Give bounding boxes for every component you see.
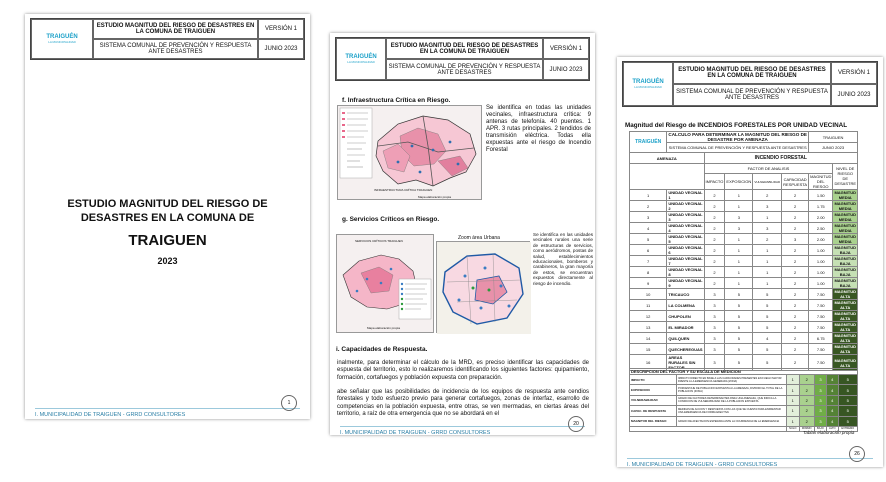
header-version: VERSIÓN 1 <box>831 62 877 84</box>
cell-n: 15 <box>630 344 667 355</box>
col-exposicion: EXPOSICION <box>725 174 753 190</box>
cell-name: UNIDAD VECINAL 1 <box>668 190 703 201</box>
scale-row <box>630 385 858 395</box>
cell-v: 1 <box>753 245 782 256</box>
cell-v: 1 <box>753 278 782 289</box>
map1-caption: Mapa elaboración propia <box>418 195 452 199</box>
page-cover <box>25 14 310 419</box>
cell-i: 2 <box>704 278 725 289</box>
scale-value: 3 <box>814 406 826 416</box>
table-row <box>630 201 858 212</box>
cell-name: CHUPOLEN <box>667 311 704 322</box>
cell-n: 1 <box>630 190 667 201</box>
cell-c: 2 <box>782 322 809 333</box>
cell-n: 2 <box>630 201 667 212</box>
cell-i: 2 <box>704 234 725 245</box>
table-row <box>630 245 858 256</box>
col-capacidad: CAPACIDAD RESPUESTA <box>782 174 809 190</box>
cell-e: 1 <box>725 201 753 212</box>
cell-i: 2 <box>704 190 725 201</box>
cell-i: 2 <box>704 267 725 278</box>
cell-i: 3 <box>704 322 725 333</box>
cell-i: 3 <box>704 344 725 355</box>
header-system: SISTEMA COMUNAL DE PREVENCIÓN Y RESPUESTA ANTE DESASTRES <box>386 59 543 80</box>
page-20 <box>330 33 595 435</box>
cell-level: MAGNITUD ALTA <box>834 311 856 322</box>
scale-description: GRADO DE FACTORES DETERMINANTES PARA UNA AMENAZA, QUE INDICA LA CONDICION DE VULNERABILIDAD DE LA POBLACION EXPUESTA <box>677 395 787 405</box>
scale-legend: NULO <box>787 426 799 431</box>
cell-c: 2 <box>782 278 809 289</box>
cover-title: ESTUDIO MAGNITUD DEL RIESGO DE DESASTRES EN LA COMUNA DE <box>67 198 268 224</box>
cell-m: 7.50 <box>809 322 833 333</box>
critical-services-map <box>336 234 434 333</box>
cell-name: EL MIRADOR <box>667 322 704 333</box>
cell-c: 2 <box>782 223 809 234</box>
cell-e: 1 <box>725 267 753 278</box>
zoom-area-label: Zoom área Urbana <box>458 235 500 241</box>
table-row <box>630 212 858 223</box>
cell-level: MAGNITUD ALTA <box>834 300 856 311</box>
cell-m: 1.00 <box>809 278 833 289</box>
cell-e: 1 <box>725 190 753 201</box>
cell-name: UNIDAD VECINAL 9 <box>668 278 703 289</box>
amenaza-value: INCENDIO FORESTAL <box>704 153 857 163</box>
cell-m: 2.00 <box>809 234 833 245</box>
cell-name: LA COLMENA <box>667 300 704 311</box>
cell-i: 3 <box>704 355 725 371</box>
cell-v: 4 <box>753 333 782 344</box>
cell-v: 5 <box>753 289 782 300</box>
section-f-heading: f. Infraestructura Crítica en Riesgo. <box>342 97 451 104</box>
scale-value: 5 <box>838 385 857 395</box>
cell-e: 1 <box>725 256 753 267</box>
header-title: ESTUDIO MAGNITUD DEL RIESGO DE DESASTRES EN LA COMUNA DE TRAIGUEN <box>93 19 258 39</box>
traiguen-logo: TRAIGUÉN LA MUNICIPALIDAD <box>623 62 673 106</box>
traiguen-logo: TRAIGUÉN LA MUNICIPALIDAD <box>336 38 386 80</box>
cell-n: 11 <box>630 300 667 311</box>
cell-name: UNIDAD VECINAL 8 <box>668 267 703 278</box>
col-nivel: NIVEL DE RIESGO DE DESASTRE <box>833 163 858 189</box>
scale-row <box>630 416 858 426</box>
cell-i: 2 <box>704 212 725 223</box>
scale-value: 2 <box>799 416 814 426</box>
section-i-heading: i. Capacidades de Respuesta. <box>336 346 428 353</box>
cell-e: 5 <box>725 355 753 371</box>
cell-n: 16 <box>630 355 667 371</box>
table-row <box>630 344 858 355</box>
scale-description: GRADO DE AFECTACION ESPERADA ANTE LA OCURRENCIA DE LA EMERGENCIA <box>677 416 787 426</box>
services-map-illustration <box>337 235 435 334</box>
table-row <box>630 300 858 311</box>
cell-m: 1.00 <box>809 256 833 267</box>
cell-name: TRICAUCO <box>667 289 704 300</box>
page-footer: I. MUNICIPALIDAD DE TRAIGUEN - GRRD CONSULTORES <box>627 458 873 467</box>
scale-legend: MINIMO <box>799 426 814 431</box>
cell-e: 5 <box>725 300 753 311</box>
cell-m: 1.00 <box>809 267 833 278</box>
scale-description: MEDIDAS DE ACCION Y RESPUESTA CON LAS QUE SE CUENTA PARA ENFRENTAR UNA EMERGENCIA DE FORMA EFECTIVA <box>677 406 787 416</box>
cell-n: 12 <box>630 311 667 322</box>
section-g-text: Se identifica en las unidades vecinales rurales una serie de estructuras de servicios, como aeródromos, postas de salud, establecimientos educacionales, bomberos y carabineros, la gran mayoría de estos, se encuentran expuestos directamente al riesgo de incendio. <box>533 232 593 286</box>
cell-m: 7.50 <box>809 289 833 300</box>
amenaza-label: AMENAZA <box>630 153 705 163</box>
col-magnitud: MAGNITUD DEL RIESGO <box>810 174 832 190</box>
scale-value: 4 <box>826 395 838 405</box>
scale-value: 2 <box>799 385 814 395</box>
cell-e: 5 <box>725 322 753 333</box>
scale-row <box>630 395 858 405</box>
cell-level: MAGNITUD MEDIA <box>834 201 856 212</box>
cell-level: MAGNITUD BAJA <box>834 245 856 256</box>
cell-c: 2 <box>782 212 809 223</box>
scale-value: 2 <box>799 395 814 405</box>
urban-map-illustration <box>437 242 531 334</box>
scale-description: IMPACTO DIRECTO EN BASE A LAS CAPACIDADES PRESENTES EN FUEGO MAYOR FRENTE A LA EMERGENCIA GENERADA (ZONA) <box>677 375 787 385</box>
cell-m: 2.00 <box>809 212 833 223</box>
critical-infrastructure-map <box>337 105 482 200</box>
cell-name: UNIDAD VECINAL 2 <box>668 201 703 212</box>
cell-v: 5 <box>753 355 782 371</box>
cell-c: 2 <box>782 333 809 344</box>
table-row <box>630 322 858 333</box>
scale-legend: ALTO <box>826 426 838 431</box>
scale-value: 4 <box>826 406 838 416</box>
scale-value: 4 <box>826 385 838 395</box>
table-row <box>630 289 858 300</box>
map2-title: SERVICIOS CRÍTICOS TRAIGUEN <box>355 239 403 243</box>
header-system: SISTEMA COMUNAL DE PREVENCIÓN Y RESPUESTA ANTE DESASTRES <box>93 39 258 59</box>
cell-m: 7.50 <box>809 355 833 371</box>
cell-v: 5 <box>753 300 782 311</box>
scale-value: 5 <box>838 416 857 426</box>
cell-m: 1.00 <box>809 245 833 256</box>
cell-e: 5 <box>725 289 753 300</box>
scale-factor: CAPAC. DE RESPUESTA <box>630 406 677 416</box>
scale-factor: EXPOSICION <box>630 385 677 395</box>
cell-n: 9 <box>630 278 667 289</box>
header-date: JUNIO 2023 <box>543 59 589 80</box>
col-impacto: IMPACTO <box>704 174 725 190</box>
cover-year: 2023 <box>157 256 178 266</box>
page-26 <box>617 57 883 467</box>
cell-name: UNIDAD VECINAL 6 <box>668 245 703 256</box>
scale-value: 1 <box>787 416 799 426</box>
cell-c: 2 <box>782 256 809 267</box>
cell-name: UNIDAD VECINAL 5 <box>668 234 703 245</box>
scale-value: 3 <box>814 375 826 385</box>
table-row <box>630 333 858 344</box>
risk-calculation-table <box>629 131 858 371</box>
paragraph-2: abe señalar que las posibilidades de incidencia de los equipos de respuesta ante cendios forestales y todo esfuerzo previo para generar cortafuegos, zonas de interfaz, esarrollo de competencias en la población expuesta, entre otras, se ven mermadas, en ciertas áreas del territorio, a raíz de otra emergencia que no se abordará en el <box>337 389 589 418</box>
cell-e: 1 <box>725 245 753 256</box>
cell-level: MAGNITUD MEDIA <box>834 234 856 245</box>
cell-v: 1 <box>753 267 782 278</box>
page-footer: I. MUNICIPALIDAD DE TRAIGUEN - GRRD CONSULTORES <box>35 408 300 418</box>
cell-level: MAGNITUD BAJA <box>834 278 856 289</box>
scale-factor: VULNERABILIDAD <box>630 395 677 405</box>
cell-e: 1 <box>725 278 753 289</box>
scale-row <box>630 375 858 385</box>
table-logo: TRAIGUÉN <box>630 132 667 153</box>
page-number: 1 <box>281 395 297 411</box>
table-row <box>630 256 858 267</box>
page-footer: I. MUNICIPALIDAD DE TRAIGUEN - GRRD CONSULTORES <box>340 426 585 435</box>
header-date: JUNIO 2023 <box>258 39 304 59</box>
cell-i: 2 <box>704 201 725 212</box>
cell-c: 2 <box>782 245 809 256</box>
scale-factor: IMPACTO <box>630 375 677 385</box>
cell-m: 7.50 <box>809 300 833 311</box>
cell-name: UNIDAD VECINAL 7 <box>668 256 703 267</box>
calc-date: JUNIO 2023 <box>809 143 858 153</box>
map2-caption: Mapa elaboración propia <box>367 326 401 330</box>
header-date: JUNIO 2023 <box>831 84 877 106</box>
cover-place: TRAIGUEN <box>128 232 207 249</box>
section-f-text: Se identifica en todas las unidades vecinales, infraestructura crítica: 9 antenas de telefonía. 40 puentes. 1 APR. 3 rutas principales. 2 tendidos de transmisión eléctrica. Todas ella expuestas ante el riesgo de Incendio Forestal <box>486 105 591 153</box>
scale-value: 3 <box>814 416 826 426</box>
calc-place: TRAIGUEN <box>809 132 858 143</box>
cell-name: UNIDAD VECINAL 4 <box>668 223 703 234</box>
cell-level: MAGNITUD ALTA <box>834 322 856 333</box>
cell-i: 3 <box>704 289 725 300</box>
scale-legend: BAJO <box>814 426 826 431</box>
cell-e: 3 <box>725 212 753 223</box>
col-vulnerabilidad: VULNERABILIDAD <box>753 174 782 190</box>
cell-level: MAGNITUD MEDIA <box>834 223 856 234</box>
scale-value: 5 <box>838 375 857 385</box>
table-row <box>630 223 858 234</box>
cell-m: 6.75 <box>809 333 833 344</box>
page-header <box>30 18 305 60</box>
cell-e: 5 <box>725 333 753 344</box>
scale-value: 3 <box>814 385 826 395</box>
header-version: VERSIÓN 1 <box>543 38 589 59</box>
cell-c: 2 <box>782 267 809 278</box>
calc-system: SISTEMA COMUNAL DE PREVENCIÓN Y RESPUESTA ANTE DESASTRES <box>667 143 809 153</box>
cell-level: MAGNITUD ALTA <box>833 355 858 371</box>
table-row <box>630 267 858 278</box>
cell-c: 2 <box>782 201 809 212</box>
cell-i: 3 <box>704 311 725 322</box>
cell-level: MAGNITUD ALTA <box>834 333 856 344</box>
paragraph-1: inalmente, para determinar el cálculo de la MRD, es preciso identificar las capacidades de espuesta del territorio, esto lo realizaremos identificando los siguientes factores: quipamiento, formación, cortafuegos y población expuesta con preparación. <box>337 360 589 381</box>
cell-name: AREAS RURALES SIN FACTOR <box>667 355 704 371</box>
scale-value: 1 <box>787 395 799 405</box>
scale-value: 2 <box>799 406 814 416</box>
cell-name: QUECHEREGUAS <box>667 344 704 355</box>
cell-n: 6 <box>630 245 667 256</box>
cell-c: 2 <box>782 344 809 355</box>
cell-i: 3 <box>704 333 725 344</box>
cell-m: 7.50 <box>809 344 833 355</box>
cell-n: 7 <box>630 256 667 267</box>
cell-name: QUILQUEN <box>667 333 704 344</box>
traiguen-logo: TRAIGUÉN LA MUNICIPALIDAD <box>31 19 93 59</box>
scale-value: 1 <box>787 406 799 416</box>
scale-title: DESCRIPCION DEL FACTOR Y SU ESCALA DE MEDICION <box>630 369 858 375</box>
cell-m: 2.50 <box>809 223 833 234</box>
cell-m: 1.75 <box>809 201 833 212</box>
page-header <box>622 61 878 107</box>
cell-name: UNIDAD VECINAL 3 <box>668 212 703 223</box>
cell-v: 2 <box>753 190 782 201</box>
header-title: ESTUDIO MAGNITUD DEL RIESGO DE DESASTRES EN LA COMUNA DE TRAIGUEN <box>673 62 831 84</box>
cell-v: 2 <box>753 234 782 245</box>
cell-n: 5 <box>630 234 667 245</box>
cell-v: 5 <box>753 311 782 322</box>
header-title: ESTUDIO MAGNITUD DEL RIESGO DE DESASTRES EN LA COMUNA DE TRAIGUEN <box>386 38 543 59</box>
table-caption-bottom: Tablas elaboración propia <box>803 430 855 435</box>
cell-c: 3 <box>782 234 809 245</box>
cell-v: 3 <box>753 223 782 234</box>
cell-n: 10 <box>630 289 667 300</box>
cell-v: 3 <box>753 201 782 212</box>
scale-value: 4 <box>826 375 838 385</box>
page-header <box>335 37 590 81</box>
cell-level: MAGNITUD ALTA <box>834 289 856 300</box>
cell-n: 13 <box>630 322 667 333</box>
header-system: SISTEMA COMUNAL DE PREVENCIÓN Y RESPUESTA ANTE DESASTRES <box>673 84 831 106</box>
cell-v: 5 <box>753 322 782 333</box>
cell-v: 1 <box>753 256 782 267</box>
scale-value: 5 <box>838 395 857 405</box>
cell-e: 3 <box>725 223 753 234</box>
table-row <box>630 190 858 201</box>
cell-c: 2 <box>782 355 809 371</box>
cell-n: 8 <box>630 267 667 278</box>
cell-level: MAGNITUD MEDIA <box>834 212 856 223</box>
map1-title: INFRAESTRUCTURA CRÍTICA TRAIGUEN <box>374 188 433 192</box>
cell-n: 14 <box>630 333 667 344</box>
cell-e: 5 <box>725 311 753 322</box>
cell-m: 7.50 <box>809 311 833 322</box>
cell-level: MAGNITUD BAJA <box>834 267 856 278</box>
page-number: 26 <box>849 446 865 462</box>
scale-value: 3 <box>814 395 826 405</box>
cell-e: 1 <box>725 234 753 245</box>
table-caption-top: Magnitud del Riesgo de INCENDIOS FORESTALES POR UNIDAD VECINAL <box>625 122 848 129</box>
table-row <box>630 311 858 322</box>
cell-m: 1.50 <box>809 190 833 201</box>
scale-table <box>629 368 858 432</box>
cell-i: 2 <box>704 223 725 234</box>
cell-level: MAGNITUD ALTA <box>834 344 856 355</box>
scale-value: 1 <box>787 385 799 395</box>
cell-c: 2 <box>782 300 809 311</box>
scale-description: PORCENTAJE DE POBLACION EXPUESTA A LA AMENAZA, DIVIDIDO EL TOTAL DE LA POBLACION (ZONA) <box>677 385 787 395</box>
calc-title: CALCULO PARA DETERMINAR LA MAGNITUD DEL RIESGO DE DESASTRE POR AMENAZA <box>668 132 807 142</box>
section-g-heading: g. Servicios Críticos en Riesgo. <box>342 216 440 223</box>
scale-value: 5 <box>838 406 857 416</box>
scale-factor: MAGNITUD DEL RIESGO <box>630 416 677 426</box>
scale-legend: EXTREMO <box>838 426 857 431</box>
cell-c: 2 <box>782 311 809 322</box>
scale-value: 4 <box>826 416 838 426</box>
cell-e: 5 <box>725 344 753 355</box>
table-row <box>630 234 858 245</box>
urban-zoom-map <box>436 241 530 333</box>
cell-i: 2 <box>704 245 725 256</box>
scale-value: 2 <box>799 375 814 385</box>
cell-v: 5 <box>753 344 782 355</box>
scale-value: 1 <box>787 375 799 385</box>
header-version: VERSIÓN 1 <box>258 19 304 39</box>
cell-level: MAGNITUD MEDIA <box>834 190 856 201</box>
scale-row <box>630 406 858 416</box>
cell-n: 3 <box>630 212 667 223</box>
cell-i: 2 <box>704 256 725 267</box>
table-row <box>630 278 858 289</box>
cell-level: MAGNITUD BAJA <box>834 256 856 267</box>
cell-i: 3 <box>704 300 725 311</box>
factor-label: FACTOR DE ANALISIS <box>704 163 833 173</box>
cell-v: 1 <box>753 212 782 223</box>
cell-c: 2 <box>782 289 809 300</box>
page-number: 20 <box>568 416 584 432</box>
cell-n: 4 <box>630 223 667 234</box>
cell-c: 2 <box>782 190 809 201</box>
